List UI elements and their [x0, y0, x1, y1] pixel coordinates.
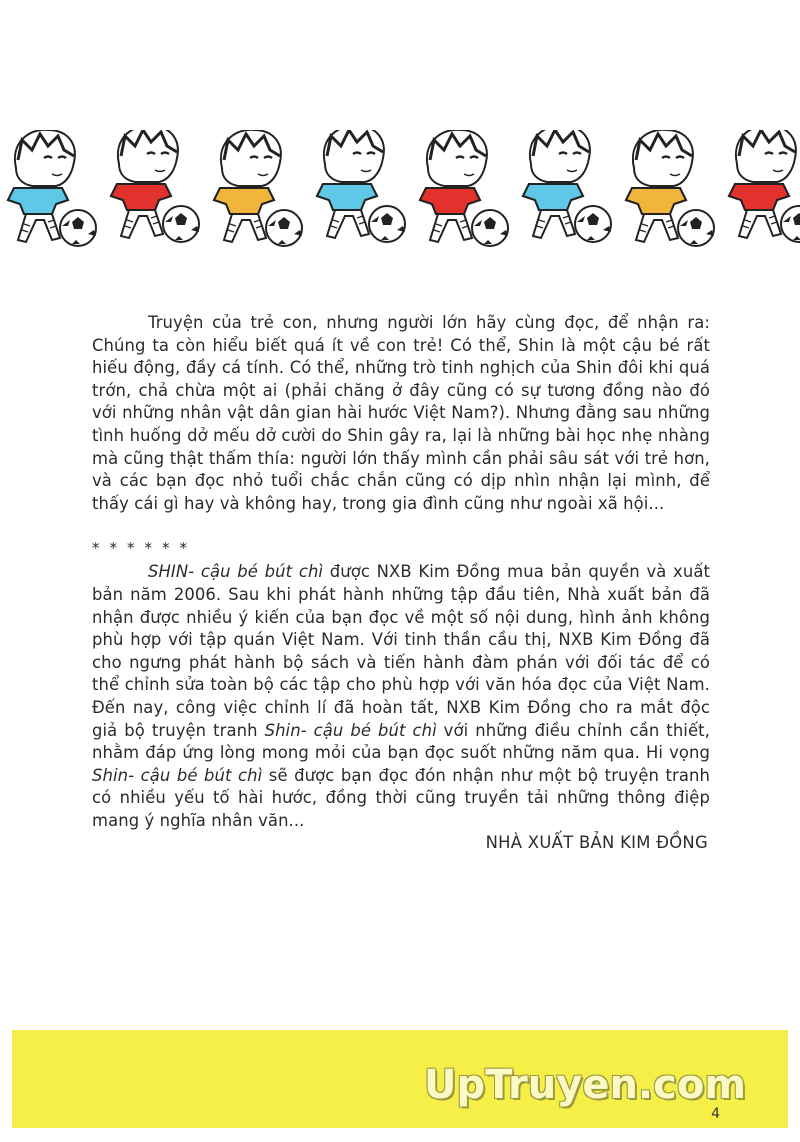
kid-shirt [111, 184, 171, 210]
paragraph-2-part-c: sẽ được bạn đọc đón nhận như một bộ truyện tranh có nhiều yếu tố hài hước, đồng thời cũng truyền tải những thông điệp mang ý nghĩa nhân văn... [92, 765, 710, 830]
book-title: Shin- cậu bé bút chì [92, 765, 263, 785]
page-number: 4 [711, 1106, 720, 1122]
cartoon-kid-figure [420, 130, 508, 246]
cartoon-kid-figure [729, 130, 800, 242]
kid-shirt [8, 188, 68, 214]
book-title: SHIN- cậu bé bút chì [148, 562, 324, 582]
kid-shirt [523, 184, 583, 210]
paragraph-2-part-b: với những điều chỉnh cần thiết, nhằm đáp ứng lòng mong mỏi của bạn đọc suốt những năm qua. Hi vọng [92, 720, 710, 763]
kid-shirt [729, 184, 789, 210]
kid-shirt [420, 188, 480, 214]
paragraph-1: Truyện của trẻ con, nhưng người lớn hãy cùng đọc, để nhận ra: Chúng ta còn hiểu biết quá ít về con trẻ! Có thể, Shin là một cậu bé rất hiếu động, đầy cá tính. Có thể, những trò tinh nghịch của Shin đôi khi quá trớn, chả chừa một ai (phải chăng ở đây cũng có sự tương đồng nào đó với những nhân vật dân gian hài hước Việt Nam?). Nhưng đằng sau những tình huống dở mếu dở cười do Shin gây ra, lại là những bài học nhẹ nhàng mà cũng thật thấm thía: người lớn thấy mình cần phải sâu sát với trẻ hơn, và các bạn đọc nhỏ tuổi chắc chắn cũng có dịp nhìn nhận lại mình, để thấy cái gì hay và không hay, trong gia đình cũng như ngoài xã hội... [92, 313, 710, 513]
book-title: Shin- cậu bé bút chì [264, 720, 437, 740]
publisher-signature: NHÀ XUẤT BẢN KIM ĐỒNG [485, 833, 708, 853]
paragraph-2-part-a: được NXB Kim Đồng mua bản quyền và xuất bản năm 2006. Sau khi phát hành những tập đầu tiên, Nhà xuất bản đã nhận được nhiều ý kiến của bạn đọc về một số nội dung, hình ảnh không phù hợp với tập quán Việt Nam. Với tinh thần cầu thị, NXB Kim Đồng đã cho ngưng phát hành bộ sách và tiến hành đàm phán với đối tác để có thể chỉnh sửa toàn bộ các tập cho phù hợp với văn hóa đọc của Việt Nam. Đến nay, công việc chỉnh lí đã hoàn tất, NXB Kim Đồng cho ra mắt độc giả bộ truyện tranh [92, 562, 711, 740]
cartoon-kid-figure [214, 130, 302, 246]
cartoon-kid-figure [8, 130, 96, 246]
kid-shirt [317, 184, 377, 210]
kid-shirt [626, 188, 686, 214]
cartoon-kid-figure [111, 130, 199, 242]
footer-band [12, 1030, 788, 1128]
paragraph-2 [92, 561, 710, 832]
foreword-text [92, 312, 710, 855]
cartoon-kid-figure [626, 130, 714, 246]
cartoon-kid-figure [523, 130, 611, 242]
watermark-logo: UpTruyen.com [424, 1062, 746, 1108]
kid-shirt [214, 188, 274, 214]
decorative-banner [0, 130, 800, 260]
section-divider: ****** [92, 539, 197, 558]
cartoon-kid-figure [317, 130, 405, 242]
